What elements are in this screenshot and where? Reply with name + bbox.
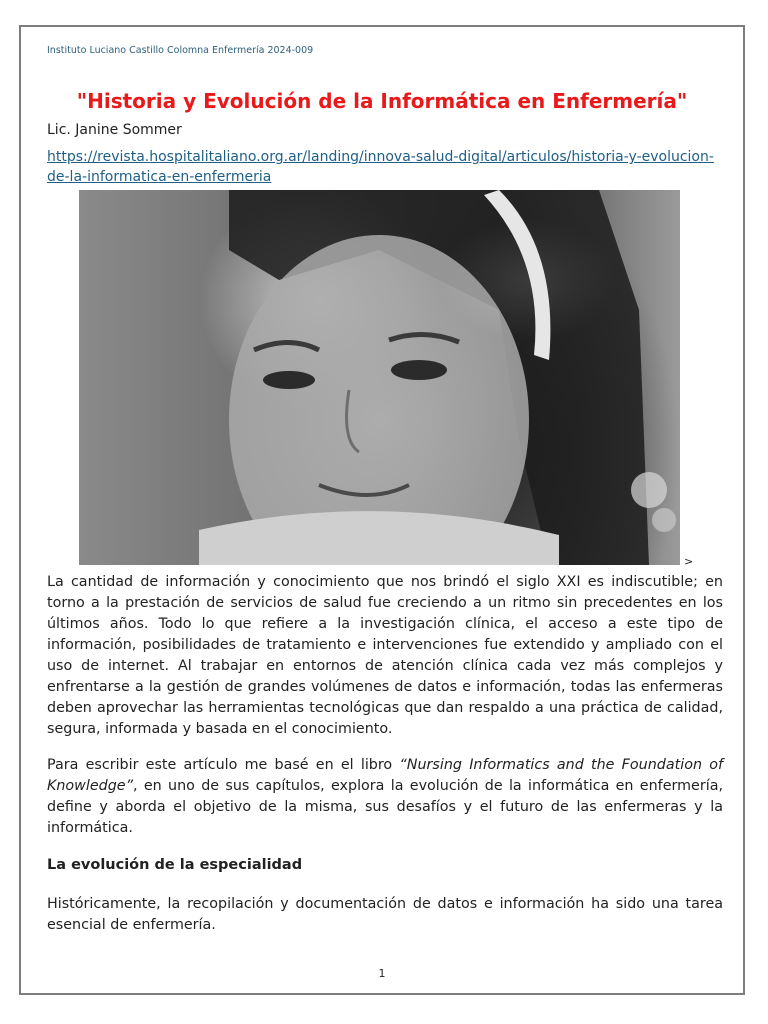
page-header: Instituto Luciano Castillo Colomna Enfermería 2024-009	[47, 45, 314, 56]
book-title: “Nursing Informatics and the Foundation of Knowledge”	[47, 757, 723, 794]
author-photo	[79, 190, 680, 565]
author-name: Lic. Janine Sommer	[47, 122, 182, 138]
page-number: 1	[378, 967, 386, 980]
paragraph-intro: La cantidad de información y conocimiento que nos brindó el siglo XXI es indiscutible; en torno a la prestación de servicios de salud fue creciendo a un ritmo sin precedentes en los últimos años. Todo lo que refiere a la investigación clínica, el acceso a este tipo de información, posibilidades de tratamiento e intervenciones fue extendido y ampliado con el uso de internet. Al trabajar en entornos de atención clínica cada vez más complejos y enfrentarse a la gestión de grandes volúmenes de datos e información, todas las enfermeras deben aprovechar las herramientas tecnológicas que dan respaldo a una práctica de calidad, segura, informada y basada en el conocimiento.	[47, 574, 723, 737]
image-caption-mark: >	[684, 555, 694, 568]
document-page	[19, 25, 745, 995]
paragraph-book	[47, 755, 723, 839]
portrait-illustration	[79, 190, 680, 565]
source-link[interactable]: https://revista.hospitalitaliano.org.ar/landing/innova-salud-digital/articulos/historia-y-evolucion-de-la-informatica-en-enfermeria	[47, 149, 714, 185]
article-title: "Historia y Evolución de la Informática en Enfermería"	[76, 89, 688, 113]
paragraph-book-after: , en uno de sus capítulos, explora la evolución de la informática en enfermería, define y aborda el objetivo de la misma, sus desafíos y el futuro de las enfermeras y la informática.	[47, 778, 723, 836]
section-heading: La evolución de la especialidad	[47, 857, 303, 873]
paragraph-book-before: Para escribir este artículo me basé en el libro	[47, 757, 400, 773]
paragraph-history: Históricamente, la recopilación y documentación de datos e información ha sido una tarea esencial de enfermería.	[47, 896, 723, 933]
